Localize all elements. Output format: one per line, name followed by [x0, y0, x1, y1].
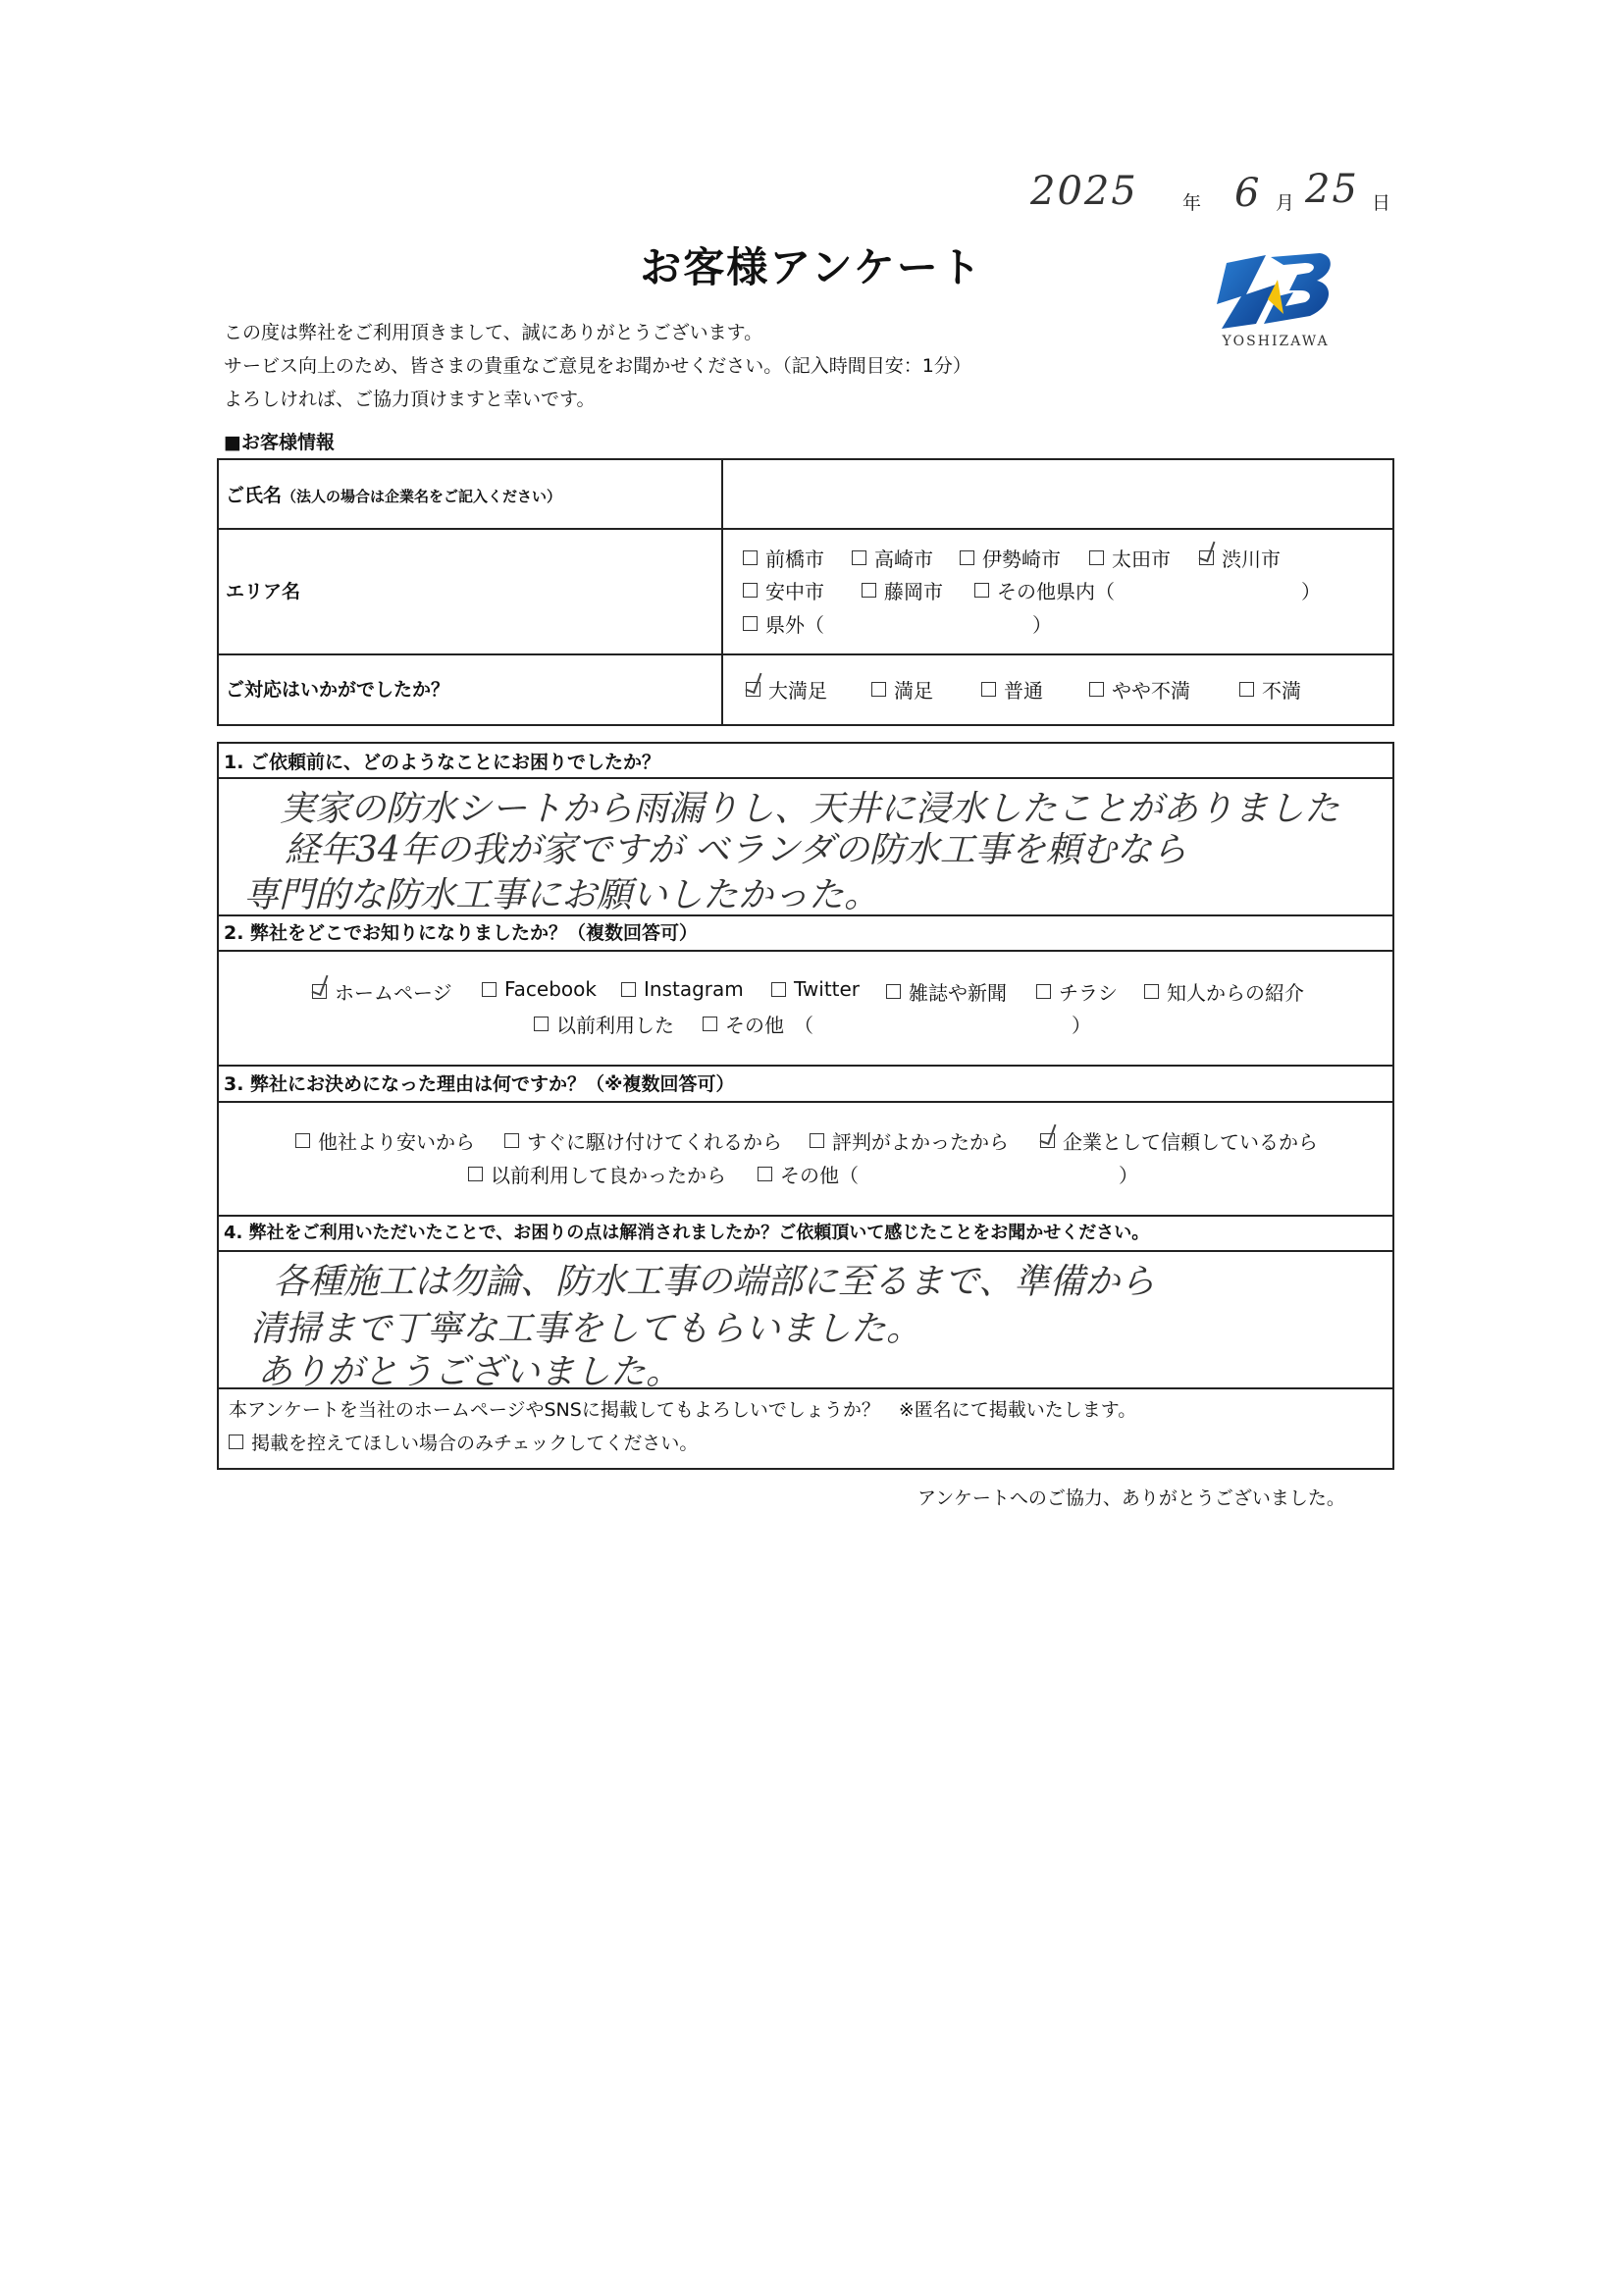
intro-line-3: よろしければ、ご協力頂けますと幸いです。 — [224, 389, 596, 410]
q4-answer-line-2: 清掃まで丁寧な工事をしてもらいました。 — [250, 1309, 922, 1349]
area-option-annaka[interactable]: 安中市 — [743, 576, 824, 604]
q2-option-instagram[interactable]: Instagram — [621, 977, 744, 1001]
satisfaction-option-satisfied[interactable]: 満足 — [871, 675, 933, 704]
checkbox[interactable] — [758, 1167, 772, 1181]
checkbox[interactable] — [974, 583, 989, 598]
satisfaction-option-dissatisfied[interactable]: 不満 — [1239, 675, 1301, 704]
date-year-unit: 年 — [1182, 192, 1202, 214]
name-row-label — [226, 481, 561, 507]
satisfaction-label: ご対応はいかがでしたか？ — [226, 679, 450, 701]
area-option-maebashi[interactable]: 前橋市 — [743, 544, 824, 572]
q3-option-trust[interactable]: 企業として信頼しているから — [1040, 1126, 1318, 1155]
q1-heading: 1. ご依頼前に、どのようなことにお困りでしたか？ — [224, 752, 661, 773]
q2-option-used-before[interactable]: 以前利用した — [534, 1010, 674, 1038]
satisfaction-option-neutral[interactable]: 普通 — [981, 675, 1043, 704]
area-option-takasaki[interactable]: 高崎市 — [852, 544, 933, 572]
checkbox-checked[interactable] — [1199, 550, 1214, 565]
checkbox[interactable] — [743, 583, 758, 598]
checkbox[interactable] — [468, 1167, 483, 1181]
checkbox[interactable] — [771, 982, 786, 997]
area-option-shibukawa[interactable]: 渋川市 — [1199, 544, 1281, 572]
q3-option-reputation[interactable]: 評判がよかったから — [810, 1126, 1009, 1155]
date-year: 2025 — [1030, 169, 1138, 214]
page-title: お客様アンケート — [640, 243, 983, 291]
q3-option-good-before[interactable]: 以前利用して良かったから — [468, 1160, 726, 1188]
publish-opt-out[interactable]: 掲載を控えてほしい場合のみチェックしてください。 — [229, 1429, 698, 1455]
checkbox-checked[interactable] — [1040, 1133, 1055, 1148]
q2-option-referral[interactable]: 知人からの紹介 — [1144, 977, 1304, 1006]
logo-mark-icon — [1207, 245, 1344, 334]
area-option-ota[interactable]: 太田市 — [1089, 544, 1171, 572]
q2-option-homepage[interactable]: ホームページ — [312, 977, 452, 1006]
checkbox[interactable] — [871, 682, 886, 697]
checkbox[interactable] — [504, 1133, 519, 1148]
checkbox[interactable] — [482, 982, 497, 997]
publish-question: 本アンケートを当社のホームページやSNSに掲載してもよろしいでしょうか？ ※匿名にて掲載いたします。 — [229, 1399, 1137, 1421]
checkbox[interactable] — [1144, 984, 1159, 999]
q2-heading: 2. 弊社をどこでお知りになりましたか？（複数回答可） — [224, 922, 699, 944]
logo-text: YOSHIZAWA — [1222, 334, 1330, 349]
checkbox[interactable] — [960, 550, 974, 565]
q4-heading: 4. 弊社をご利用いただいたことで、お困りの点は解消されましたか？ご依頼頂いて感じたことをお聞かせください。 — [224, 1223, 1150, 1243]
paren-close: ） — [1072, 1014, 1091, 1037]
q4-answer-line-1: 各種施工は勿論、防水工事の端部に至るまで、準備から — [273, 1262, 1156, 1302]
area-label: エリア名 — [226, 581, 301, 602]
footer-thanks: アンケートへのご協力、ありがとうございました。 — [917, 1487, 1345, 1509]
q2-option-flyer[interactable]: チラシ — [1036, 977, 1118, 1006]
area-option-fujioka[interactable]: 藤岡市 — [862, 576, 943, 604]
checkbox[interactable] — [852, 550, 866, 565]
checkbox[interactable] — [295, 1133, 310, 1148]
paren-close: ） — [1032, 613, 1052, 637]
area-option-outside[interactable]: 県外（ — [743, 609, 824, 638]
checkbox-checked[interactable] — [312, 984, 327, 999]
q4-answer-line-3: ありがとうございました。 — [257, 1352, 682, 1392]
checkbox[interactable] — [743, 616, 758, 631]
q2-option-facebook[interactable]: Facebook — [482, 977, 597, 1001]
q2-option-twitter[interactable]: Twitter — [771, 977, 860, 1001]
checkbox[interactable] — [1036, 984, 1051, 999]
name-label: ご氏名 — [226, 485, 283, 506]
area-option-isesaki[interactable]: 伊勢崎市 — [960, 544, 1061, 572]
satisfaction-option-somewhat-dissatisfied[interactable]: やや不満 — [1089, 675, 1190, 704]
name-note: （法人の場合は企業名をご記入ください） — [282, 488, 562, 505]
company-logo — [1207, 245, 1344, 353]
area-option-other-prefecture[interactable]: その他県内（ — [974, 576, 1115, 604]
checkbox-checked[interactable] — [746, 682, 760, 697]
checkbox[interactable] — [862, 583, 876, 598]
q1-answer-line-1: 実家の防水シートから雨漏りし、天井に浸水したことがありました — [280, 789, 1340, 829]
checkbox[interactable] — [1089, 682, 1104, 697]
q1-answer-line-2: 経年34年の我が家ですが ベランダの防水工事を頼むなら — [285, 830, 1187, 870]
checkbox[interactable] — [886, 984, 901, 999]
checkbox[interactable] — [1239, 682, 1254, 697]
checkbox[interactable] — [1089, 550, 1104, 565]
checkbox[interactable] — [810, 1133, 824, 1148]
name-field[interactable] — [726, 461, 1391, 526]
q2-option-other[interactable]: その他 （ — [703, 1010, 813, 1038]
checkbox[interactable] — [229, 1435, 243, 1449]
paren-close: ） — [1119, 1164, 1138, 1187]
q3-option-other[interactable]: その他（ — [758, 1160, 859, 1188]
checkbox[interactable] — [743, 550, 758, 565]
intro-line-1: この度は弊社をご利用頂きまして、誠にありがとうございます。 — [224, 322, 763, 343]
date-day-unit: 日 — [1372, 192, 1391, 214]
paren-close: ） — [1301, 580, 1321, 603]
checkbox[interactable] — [981, 682, 996, 697]
checkbox[interactable] — [534, 1017, 549, 1031]
date-month: 6 — [1234, 171, 1262, 216]
q3-heading: 3. 弊社にお決めになった理由は何ですか？（※複数回答可） — [224, 1073, 735, 1095]
satisfaction-option-very-satisfied[interactable]: 大満足 — [746, 675, 827, 704]
intro-line-2: サービス向上のため、皆さまの貴重なご意見をお聞かせください。（記入時間目安：1分） — [224, 355, 971, 377]
q3-option-quick-response[interactable]: すぐに駆け付けてくれるから — [504, 1126, 782, 1155]
customer-info-label: ■お客様情報 — [224, 432, 335, 453]
date-month-unit: 月 — [1276, 192, 1295, 214]
checkbox[interactable] — [621, 982, 636, 997]
q3-option-cheaper[interactable]: 他社より安いから — [295, 1126, 475, 1155]
q2-option-magazine[interactable]: 雑誌や新聞 — [886, 977, 1007, 1006]
checkbox[interactable] — [703, 1017, 717, 1031]
date-day: 25 — [1305, 167, 1359, 212]
q1-answer-line-3: 専門的な防水工事にお願いしたかった。 — [243, 875, 880, 915]
